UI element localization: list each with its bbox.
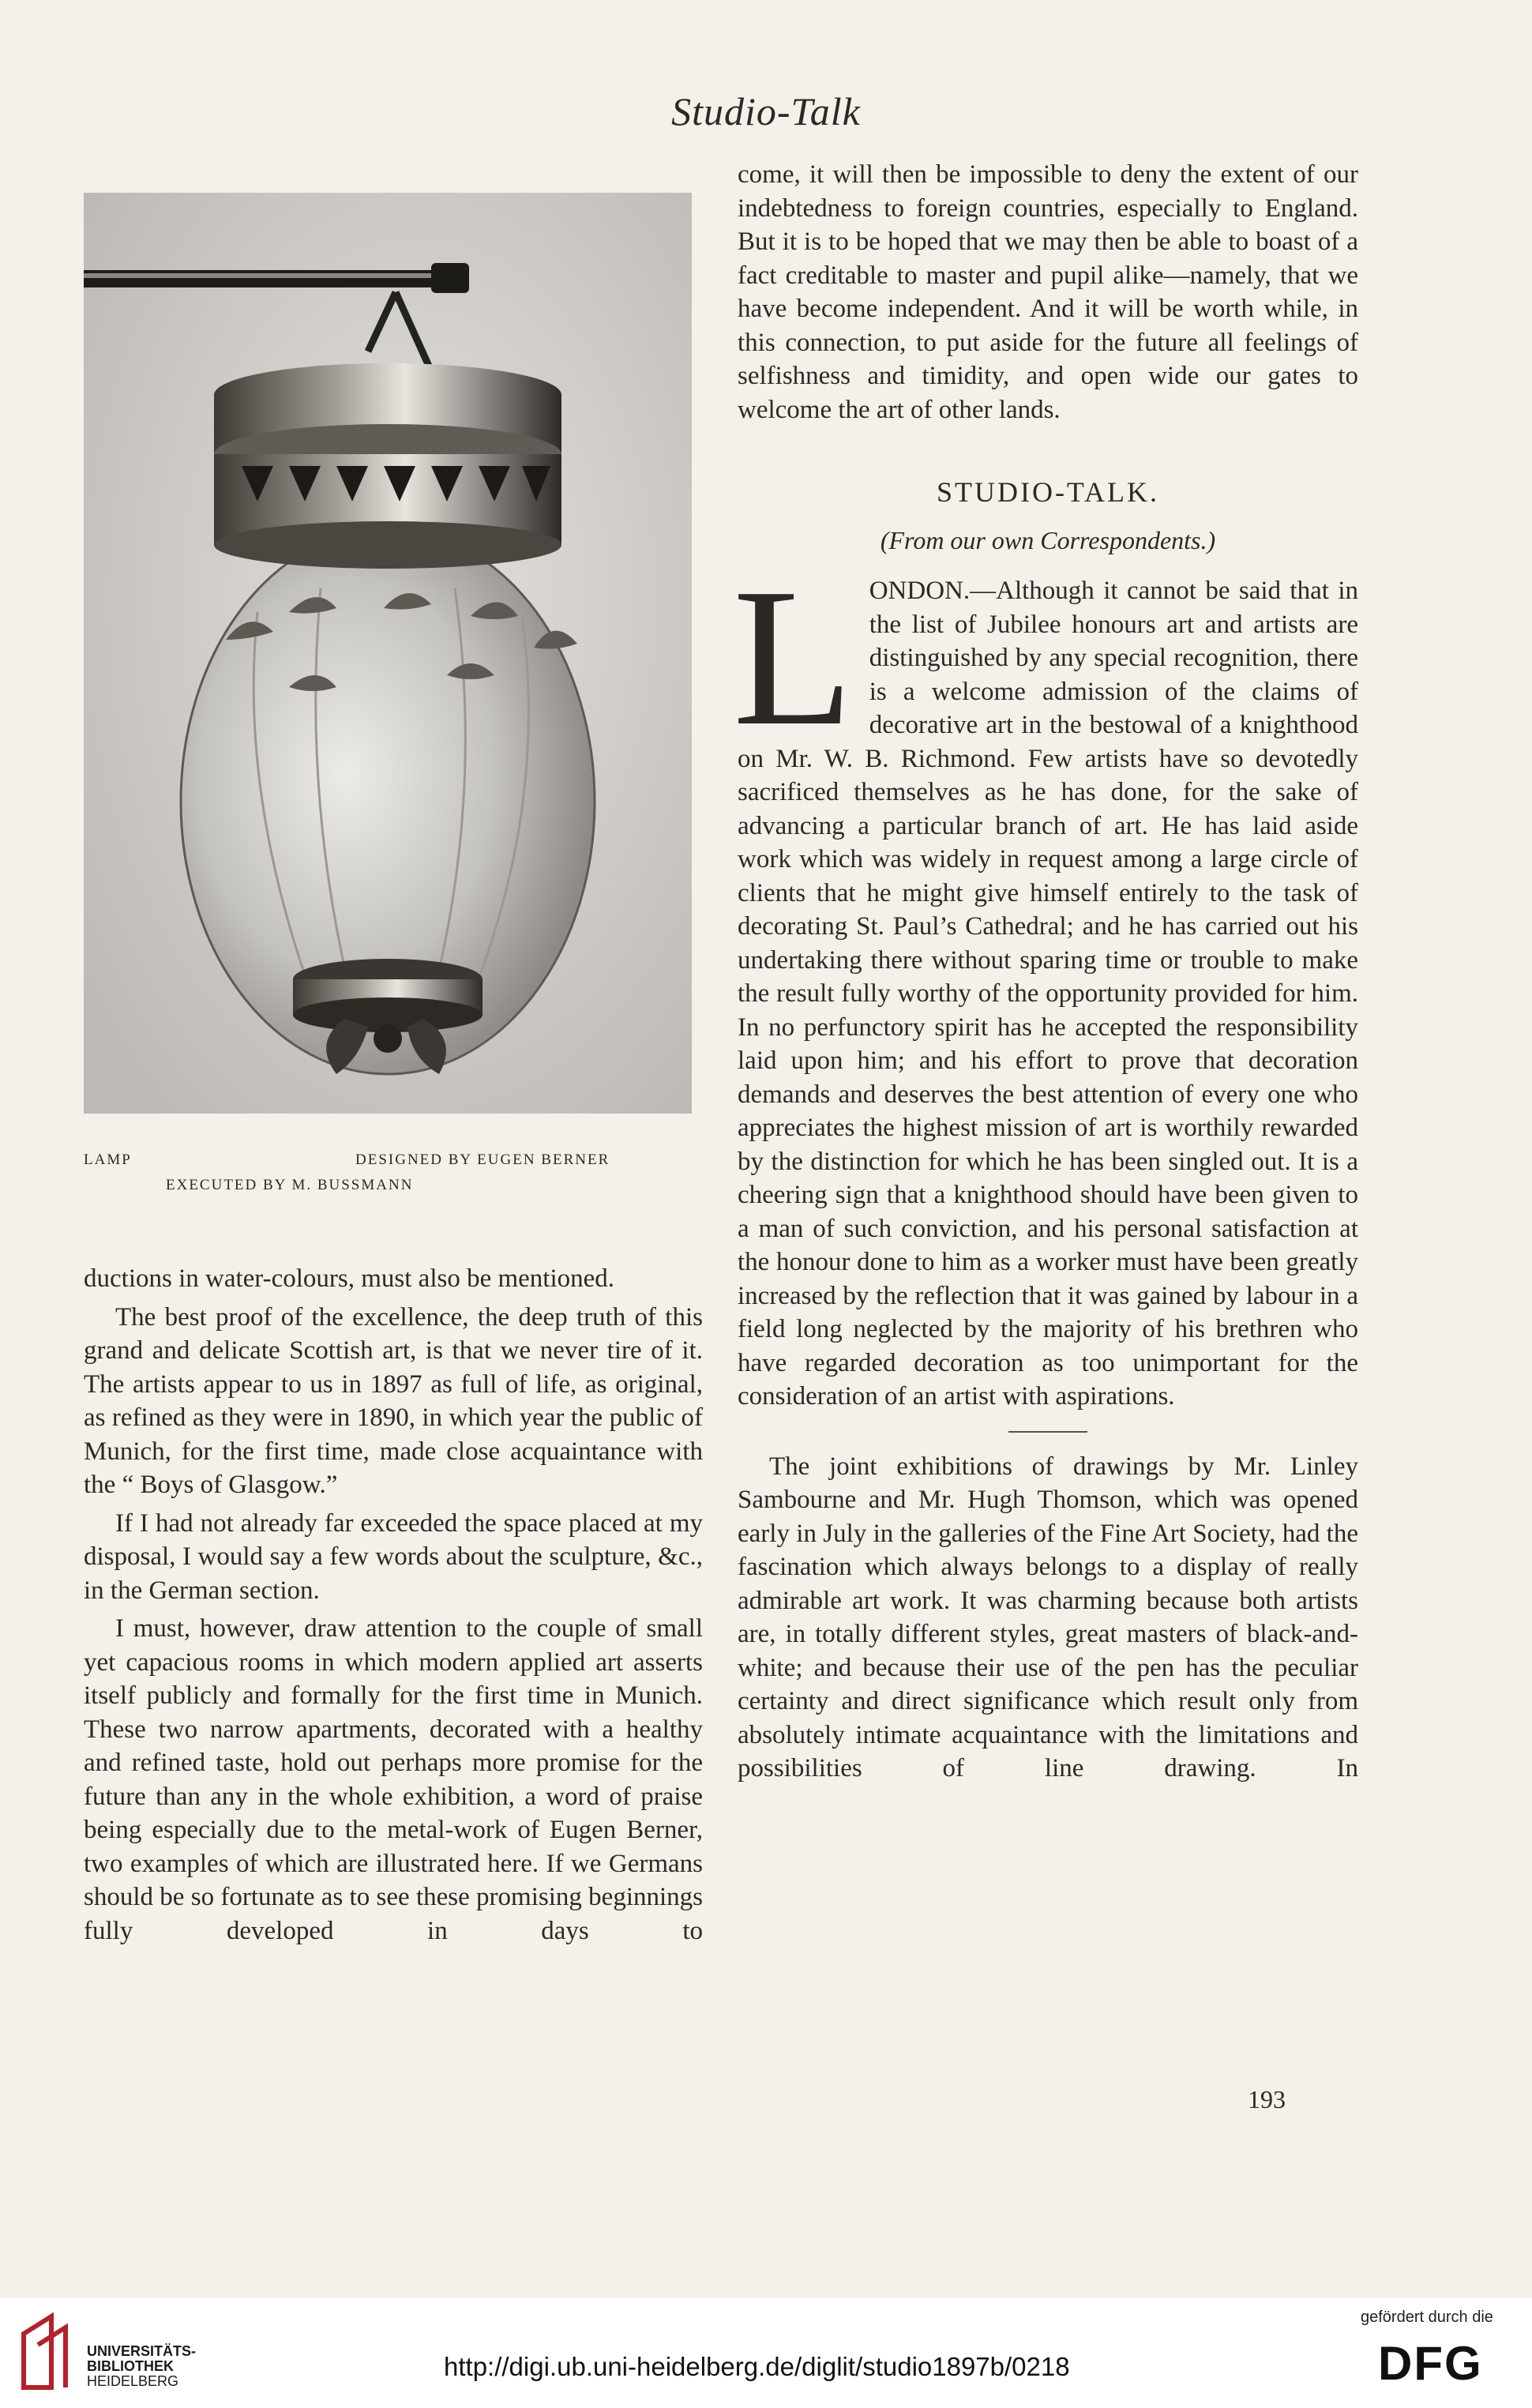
caption-executor: EXECUTED BY M. BUSSMANN bbox=[166, 1177, 414, 1193]
library-name-line: BIBLIOTHEK bbox=[87, 2358, 174, 2374]
paragraph: The best proof of the excellence, the deep truth of this grand and delicate Scottish art, is that we never tire of it. The artists appear to us in 1897 as full of life, as original, as refined as they were in 1890, in which year the public of Munich, for the first time, made close acquaintance with the “ Boys of Glasgow.” bbox=[84, 1302, 703, 1499]
running-title: Studio-Talk bbox=[671, 89, 861, 133]
paragraph: ductions in water-colours, must also be mentioned. bbox=[84, 1264, 615, 1293]
paragraph: come, it will then be impossible to deny the extent of our indebtedness to foreign countries, especially to England. But it is to be hoped that we may then be able to boast of a fact creditable to master and pupil alike—namely, that we have become independent. And it will be worth while, in this connection, to put aside for the future all feelings of selfishness and timidity, and open wide our gates to welcome the art of other lands. bbox=[738, 160, 1358, 424]
section-divider bbox=[1008, 1431, 1087, 1433]
dfg-logo: DFG bbox=[1378, 2337, 1483, 2390]
funded-by-label: gefördert durch die bbox=[1361, 2308, 1493, 2326]
permalink[interactable]: http://digi.ub.uni-heidelberg.de/diglit/studio1897b/0218 bbox=[444, 2352, 1070, 2381]
lamp-icon bbox=[84, 182, 692, 1114]
caption-designer: DESIGNED BY EUGEN BERNER bbox=[355, 1151, 610, 1168]
section-title: STUDIO-TALK. bbox=[936, 476, 1160, 508]
right-column bbox=[733, 158, 1358, 1786]
page-number: 193 bbox=[1248, 2085, 1286, 2113]
section-subtitle: (From our own Correspondents.) bbox=[880, 525, 1216, 554]
london-paragraph bbox=[733, 548, 1358, 1414]
left-column bbox=[84, 1262, 703, 1948]
library-name bbox=[87, 2344, 196, 2389]
library-name-line: HEIDELBERG bbox=[87, 2373, 179, 2389]
library-name-line: UNIVERSITÄTS- bbox=[87, 2343, 197, 2359]
paragraph: I must, however, draw attention to the couple of small yet capacious rooms in which modern applied art asserts itself publicly and formally for the first time in Munich. These two narrow apartments, decorated with a healthy and refined taste, hold out perhaps more promise for the future than any in the whole exhibition, a word of praise being especially due to the metal-work of Eugen Berner, two examples of which are illustrated here. If we Germans should be so fortunate as to see these promising beginnings fully developed in days to bbox=[84, 1614, 703, 1945]
lamp-photograph bbox=[84, 182, 692, 1114]
drop-cap: L bbox=[733, 548, 854, 767]
paragraph: The joint exhibitions of drawings by Mr. Linley Sambourne and Mr. Hugh Thomson, which was opened early in July in the galleries of the Fine Art Society, had the fascination which always belongs to a display of really admirable art work. It was charming because both artists are, in totally different styles, great masters of black-and-white; and because their use of the pen has the peculiar certainty and direct significance which result only from absolutely intimate acquaintance with the limitations and possibilities of line drawing. In bbox=[738, 1452, 1358, 1783]
caption-object: LAMP bbox=[84, 1151, 132, 1168]
paragraph: If I had not already far exceeded the space placed at my disposal, I would say a few words about the sculpture, &c., in the German section. bbox=[84, 1508, 703, 1605]
paragraph-text: ONDON.—Although it cannot be said that in the list of Jubilee honours art and artists are distinguished by any special recognition, there is a welcome admission of the claims of decorative art in the bestowal of a knighthood on Mr. W. B. Richmond. Few artists have so devotedly sacrificed themselves as he has done, for the sake of advancing a particular branch of art. He has laid aside work which was widely in request among a large circle of clients that he might give himself entirely to the task of decorating St. Paul’s Cathedral; and he has carried out his undertaking there without sparing time or trouble to make the result fully worthy of the opportunity provided for him. In no perfunctory spirit has he accepted the responsibility laid upon him; and his effort to prove that decoration demands and deserves the best attention of every one who appreciates the highest mission of art is worthily rewarded by the distinction for which he has been singled out. It is a cheering sign that a knighthood should have been given to a man of such conviction, and his personal satisfaction at the honour done to him as a worker must have been greatly increased by the reflection that it was gained by labour in a field long neglected by the majority of his brethren who have regarded decoration as too unimportant for the consideration of an artist with aspirations. bbox=[738, 577, 1358, 1411]
library-logo-icon bbox=[16, 2310, 77, 2394]
